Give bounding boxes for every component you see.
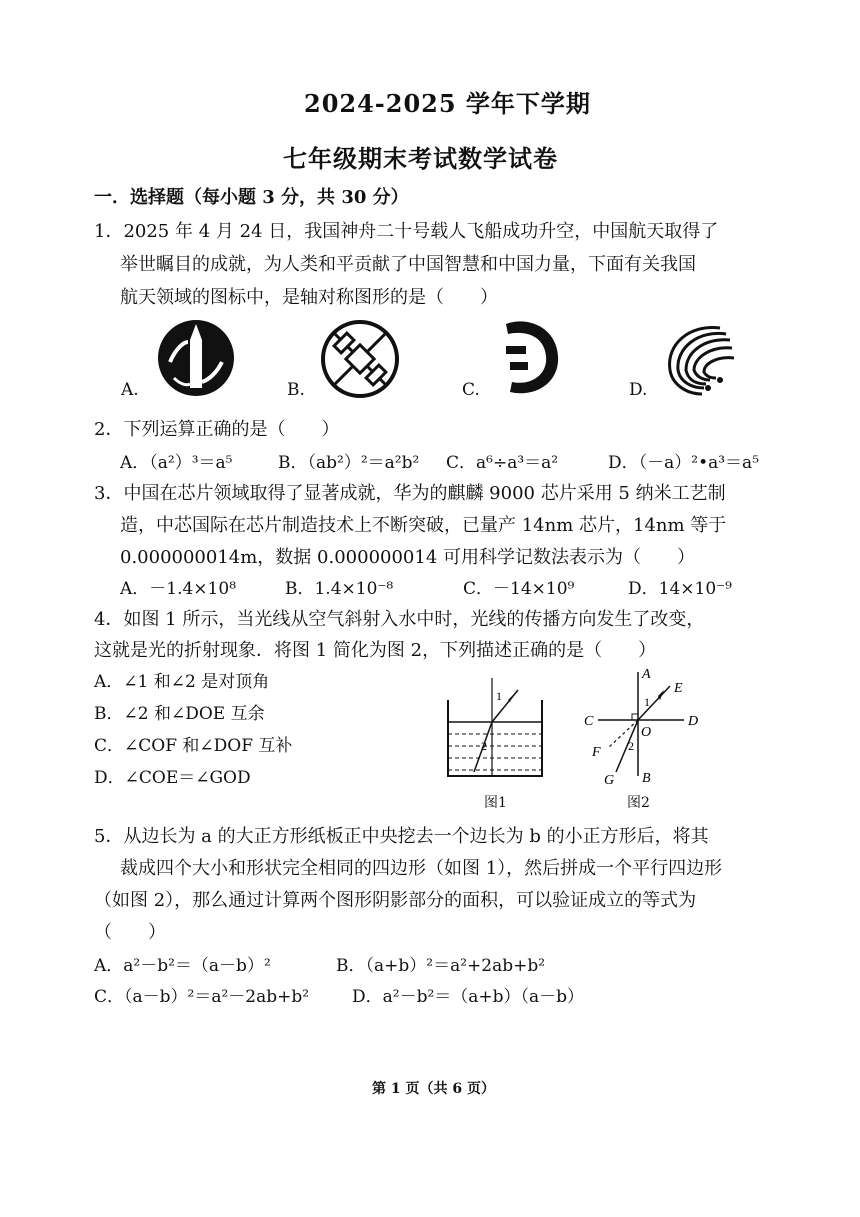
fig1-angle-2-label: 2 — [481, 739, 487, 753]
q1-option-d-orbit-logo — [660, 318, 744, 398]
q1-option-b-satellite-logo — [319, 318, 401, 400]
q5-option-c: C．（a－b）²＝a²－2ab+b² — [94, 987, 310, 1007]
fig2-point-o-label: O — [641, 725, 652, 740]
question-3-line-3: 0.000000014m，数据 0.000000014 可用科学记数法表示为（ ） — [120, 547, 695, 568]
question-5-line-2: 裁成四个大小和形状完全相同的四边形（如图 1），然后拼成一个平行四边形 — [120, 858, 723, 879]
fig2-point-e-label: E — [674, 681, 683, 696]
fig2-point-g-label: G — [604, 773, 615, 788]
q1-option-c-label: C. — [462, 380, 480, 400]
fig2-point-a-label: A — [642, 667, 651, 682]
q5-option-d: D．a²－b²＝（a+b）（a－b） — [352, 987, 585, 1007]
q1-option-b-label: B. — [287, 380, 305, 400]
fig2-point-d-label: D — [688, 714, 699, 729]
question-1-line-2: 举世瞩目的成就，为人类和平贡献了中国智慧和中国力量，下面有关我国 — [120, 254, 696, 275]
q4-figure-2-caption: 图2 — [627, 795, 650, 811]
fig2-angle-2-label: 2 — [628, 739, 634, 753]
q4-option-b: B．∠2 和∠DOE 互余 — [94, 704, 265, 724]
q5-option-a: A．a²－b²＝（a－b）² — [94, 956, 271, 976]
q2-option-a: A．（a²）³＝a⁵ — [120, 453, 233, 473]
page-footer: 第 1 页（共 6 页） — [372, 1081, 495, 1097]
q3-option-c: C．－14×10⁹ — [463, 579, 575, 599]
fig2-angle-1-label: 1 — [644, 695, 650, 709]
fig2-point-c-label: C — [584, 714, 594, 729]
q3-option-b: B．1.4×10⁻⁸ — [285, 579, 394, 599]
q3-option-d: D．14×10⁻⁹ — [628, 579, 732, 599]
question-2-stem: 2．下列运算正确的是（ ） — [94, 419, 340, 440]
q3-option-a: A．－1.4×10⁸ — [120, 579, 237, 599]
q4-option-a: A．∠1 和∠2 是对顶角 — [94, 672, 270, 692]
question-5-line-3: （如图 2），那么通过计算两个图形阴影部分的面积，可以验证成立的等式为 — [94, 890, 697, 911]
question-3-line-2: 造，中芯国际在芯片制造技术上不断突破，已量产 14nm 芯片，14nm 等于 — [120, 515, 727, 536]
q1-option-c-brush-logo — [486, 316, 566, 400]
fig1-angle-1-label: 1 — [496, 689, 502, 703]
question-4-line-1: 4．如图 1 所示，当光线从空气斜射入水中时，光线的传播方向发生了改变， — [94, 609, 705, 630]
exam-title-subject: 七年级期末考试数学试卷 — [283, 144, 558, 173]
question-5-line-1: 5．从边长为 a 的大正方形纸板正中央挖去一个边长为 b 的小正方形后，将其 — [94, 826, 709, 847]
section-heading-multiple-choice: 一．选择题（每小题 3 分，共 30 分） — [94, 187, 409, 208]
q2-option-b: B．（ab²）²＝a²b² — [278, 453, 420, 473]
q4-figure-1-caption: 图1 — [484, 795, 507, 811]
q4-figure-1-beaker — [440, 672, 550, 782]
q2-option-d: D．（－a）²•a³＝a⁵ — [608, 453, 760, 473]
question-1-line-1: 1．2025 年 4 月 24 日，我国神舟二十号载人飞船成功升空，中国航天取得了 — [94, 221, 719, 242]
question-5-line-4: （ ） — [94, 922, 166, 943]
q5-option-b: B．（a+b）²＝a²+2ab+b² — [336, 956, 546, 976]
q4-option-d: D．∠COE＝∠GOD — [94, 768, 251, 788]
fig2-point-b-label: B — [642, 771, 651, 786]
question-4-line-2: 这就是光的折射现象．将图 1 简化为图 2，下列描述正确的是（ ） — [94, 640, 657, 661]
exam-title-year: 2024-2025 学年下学期 — [304, 89, 591, 118]
q1-option-d-label: D. — [629, 380, 648, 400]
q1-option-a-label: A. — [121, 380, 139, 400]
q2-option-c: C．a⁶÷a³＝a² — [446, 453, 559, 473]
fig2-point-f-label: F — [592, 745, 601, 760]
question-1-line-3: 航天领域的图标中，是轴对称图形的是（ ） — [120, 287, 498, 308]
q1-option-a-rocket-logo — [156, 318, 236, 398]
q4-figure-2-refraction-diagram — [578, 664, 708, 786]
q4-option-c: C．∠COF 和∠DOF 互补 — [94, 736, 293, 756]
question-3-line-1: 3．中国在芯片领域取得了显著成就，华为的麒麟 9000 芯片采用 5 纳米工艺制 — [94, 483, 726, 504]
